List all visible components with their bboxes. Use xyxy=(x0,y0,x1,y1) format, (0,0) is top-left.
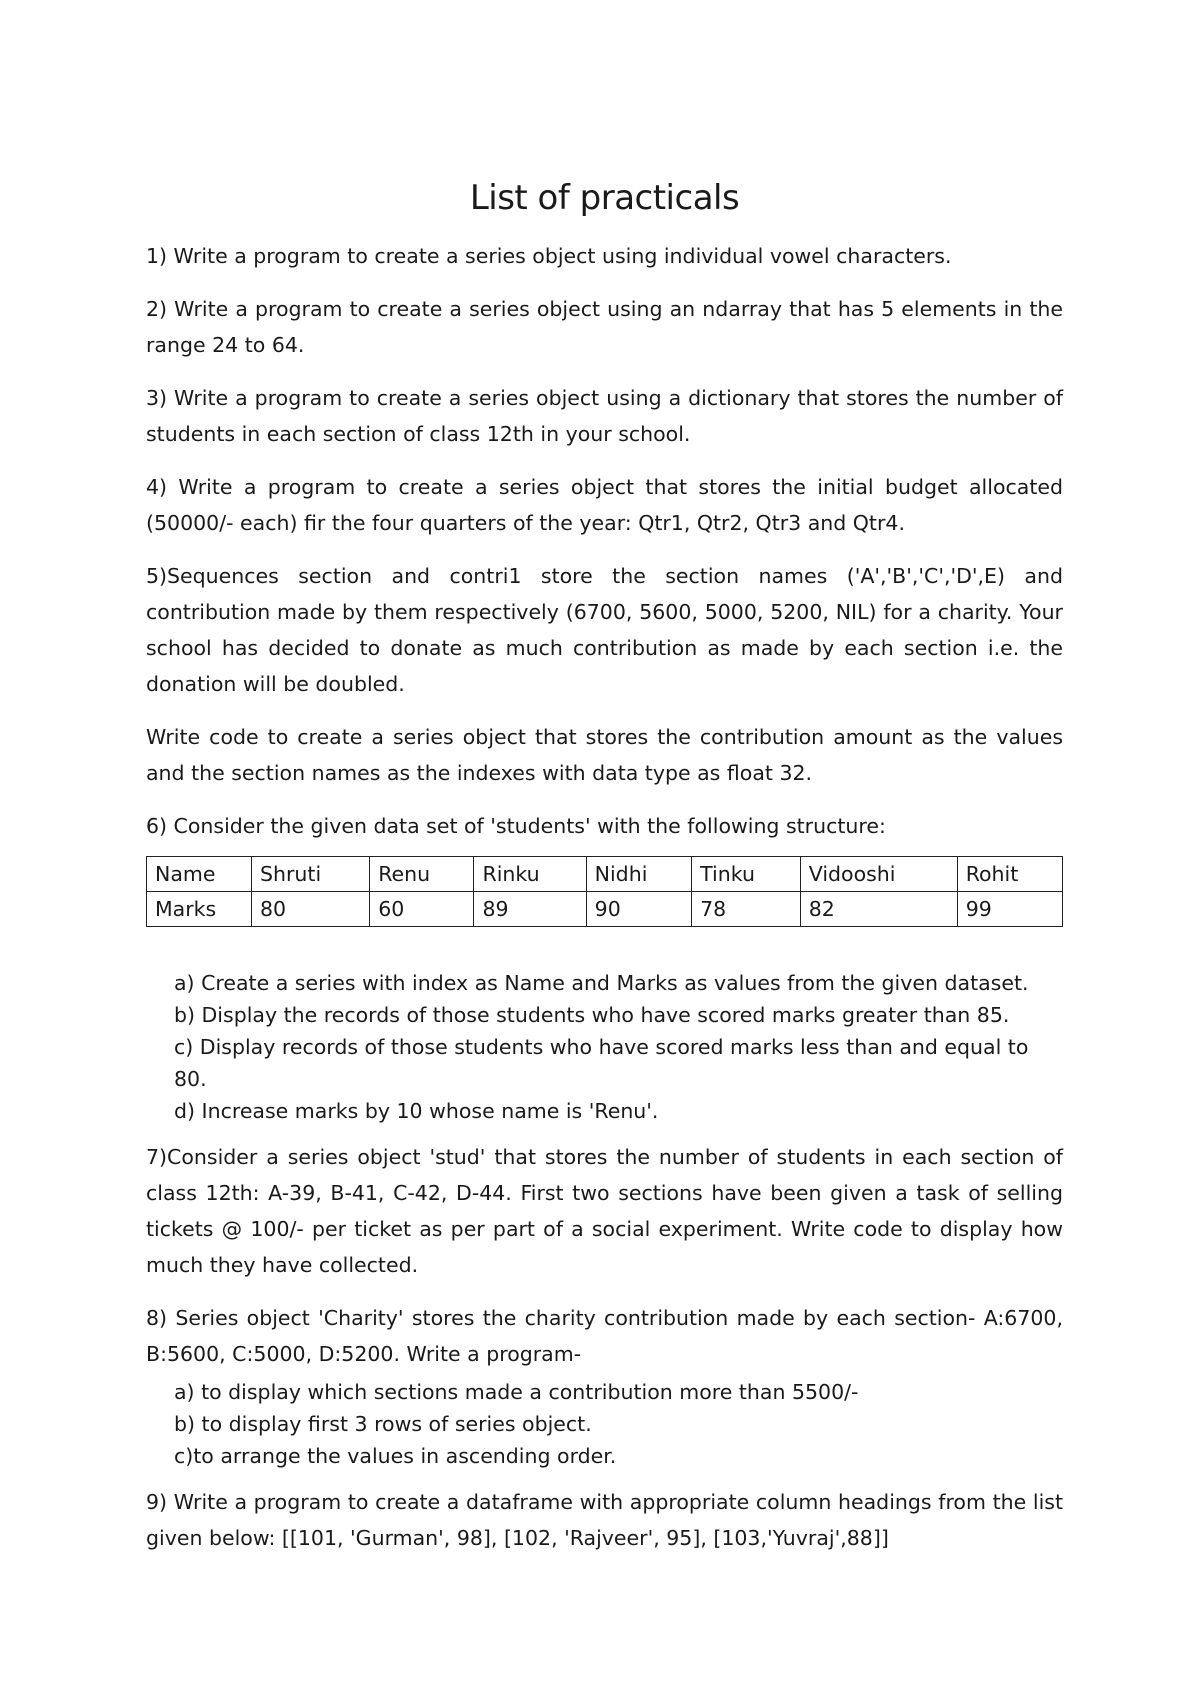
table-cell: Renu xyxy=(370,857,474,892)
list-item: a) Create a series with index as Name and Marks as values from the given dataset. xyxy=(174,971,1029,995)
table-cell: 78 xyxy=(692,892,801,927)
table-cell: 60 xyxy=(370,892,474,927)
table-cell: 99 xyxy=(957,892,1062,927)
table-cell: Name xyxy=(147,857,252,892)
students-table xyxy=(146,856,1063,927)
table-cell: Nidhi xyxy=(586,857,691,892)
question-5-text: 5)Sequences section and contri1 store the section names ('A','B','C','D',E) and contribution made by them respectively (6700, 5600, 5000, 5200, NIL) for a charity. Your school has decided to donate as much contribution as made by each section i.e. the donation will be doubled. xyxy=(146,564,1063,696)
question-8-subitems xyxy=(146,1376,1063,1472)
list-item: b) Display the records of those students who have scored marks greater than 85. xyxy=(174,1003,1010,1027)
table-row xyxy=(147,892,1063,927)
table-cell: 90 xyxy=(586,892,691,927)
table-cell: Marks xyxy=(147,892,252,927)
question-8: 8) Series object 'Charity' stores the charity contribution made by each section- A:6700, B:5600, C:5000, D:5200. Write a program- xyxy=(146,1306,1063,1366)
table-cell: Rinku xyxy=(474,857,586,892)
table-cell: 82 xyxy=(800,892,957,927)
table-cell: 89 xyxy=(474,892,586,927)
list-item: d) Increase marks by 10 whose name is 'Renu'. xyxy=(174,1099,659,1123)
question-6-subitems xyxy=(146,967,1063,1127)
table-row xyxy=(147,857,1063,892)
question-5-instruction: Write code to create a series object that stores the contribution amount as the values and the section names as the indexes with data type as float 32. xyxy=(146,725,1063,785)
question-9: 9) Write a program to create a dataframe with appropriate column headings from the list given below: [[101, 'Gurman', 98], [102, 'Rajveer', 95], [103,'Yuvraj',88]] xyxy=(146,1490,1063,1550)
list-item: c) Display records of those students who have scored marks less than and equal to 80. xyxy=(174,1035,1029,1091)
question-2: 2) Write a program to create a series object using an ndarray that has 5 elements in the range 24 to 64. xyxy=(146,297,1063,357)
table-cell: Rohit xyxy=(957,857,1062,892)
question-7: 7)Consider a series object 'stud' that stores the number of students in each section of class 12th: A-39, B-41, C-42, D-44. First two sections have been given a task of selling tickets @ 100/- per ticket as per part of a social experiment. Write code to display how much they have collected. xyxy=(146,1145,1063,1277)
question-1: 1) Write a program to create a series object using individual vowel characters. xyxy=(146,244,952,268)
question-4: 4) Write a program to create a series object that stores the initial budget allocated (50000/- each) fir the four quarters of the year: Qtr1, Qtr2, Qtr3 and Qtr4. xyxy=(146,475,1063,535)
table-cell: 80 xyxy=(252,892,370,927)
table-cell: Tinku xyxy=(692,857,801,892)
list-item: a) to display which sections made a contribution more than 5500/- xyxy=(174,1380,859,1404)
question-6: 6) Consider the given data set of 'students' with the following structure: xyxy=(146,814,886,838)
table-cell: Shruti xyxy=(252,857,370,892)
question-3: 3) Write a program to create a series object using a dictionary that stores the number of students in each section of class 12th in your school. xyxy=(146,386,1063,446)
list-item: b) to display first 3 rows of series object. xyxy=(174,1412,592,1436)
list-item: c)to arrange the values in ascending order. xyxy=(174,1444,617,1468)
table-cell: Vidooshi xyxy=(800,857,957,892)
page-title: List of practicals xyxy=(469,178,740,218)
